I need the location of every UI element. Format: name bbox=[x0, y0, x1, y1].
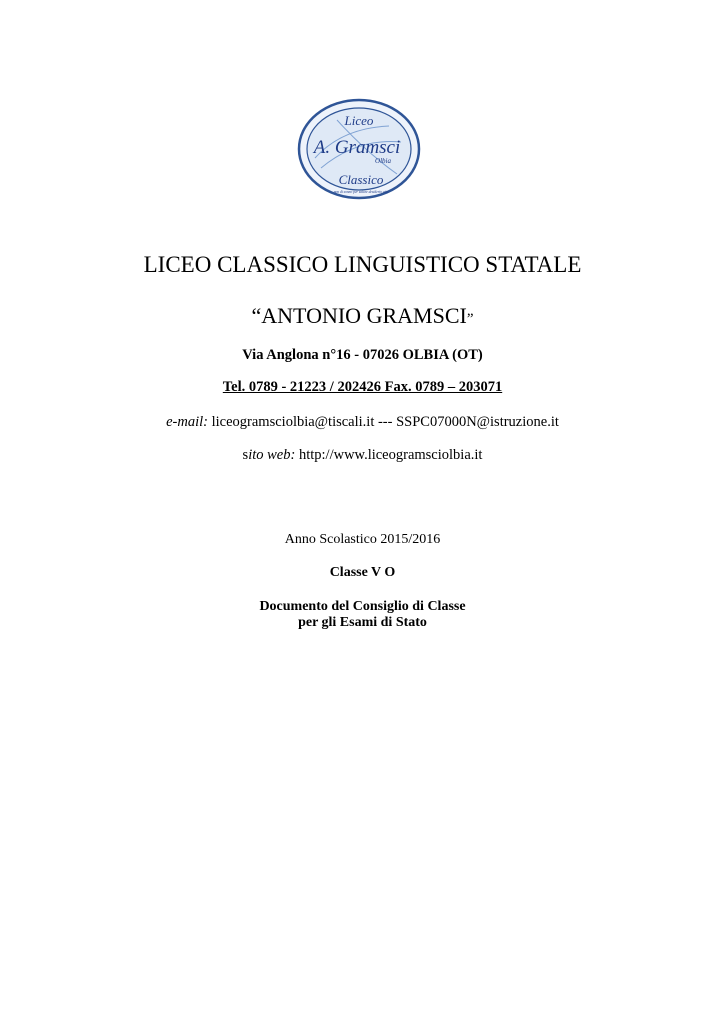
school-type-heading: LICEO CLASSICO LINGUISTICO STATALE bbox=[143, 252, 582, 277]
school-name-heading bbox=[0, 301, 725, 334]
website-url[interactable]: http://www.liceogramsciolbia.it bbox=[295, 447, 483, 463]
class-name: Classe V O bbox=[329, 565, 396, 580]
logo-word-top: Liceo bbox=[344, 113, 374, 128]
email-addresses[interactable]: liceogramsciolbia@tiscali.it --- SSPC07000N@istruzione.it bbox=[207, 414, 559, 430]
school-year: Anno Scolastico 2015/2016 bbox=[284, 532, 441, 547]
school-logo bbox=[297, 98, 421, 200]
document-title-line-1: Documento del Consiglio di Classe bbox=[259, 599, 466, 614]
document-title-line-2: per gli Esami di Stato bbox=[298, 615, 427, 630]
logo-word-middle: A. Gramsci bbox=[313, 137, 401, 158]
email-line bbox=[0, 413, 725, 431]
logo-word-bottom: Classico bbox=[338, 172, 384, 187]
logo-word-city: Olbia bbox=[375, 157, 391, 165]
school-name: ANTONIO GRAMSCI bbox=[261, 303, 467, 328]
school-address: Via Anglona n°16 - 07026 OLBIA (OT) bbox=[242, 347, 483, 363]
phone-fax-line bbox=[0, 378, 725, 396]
website-label: ito web: bbox=[248, 447, 296, 463]
website-line bbox=[0, 446, 725, 464]
website-label-prefix: s bbox=[242, 447, 249, 463]
phone-fax-text: Tel. 0789 - 21223 / 202426 Fax. 0789 – 203071 bbox=[222, 379, 503, 395]
email-label: e-mail: bbox=[166, 414, 208, 430]
school-name-open-quote: “ bbox=[251, 303, 262, 328]
logo-motto: non di sonno per sature desiderio vita bbox=[333, 190, 389, 194]
school-name-close-quote: ” bbox=[466, 311, 474, 327]
